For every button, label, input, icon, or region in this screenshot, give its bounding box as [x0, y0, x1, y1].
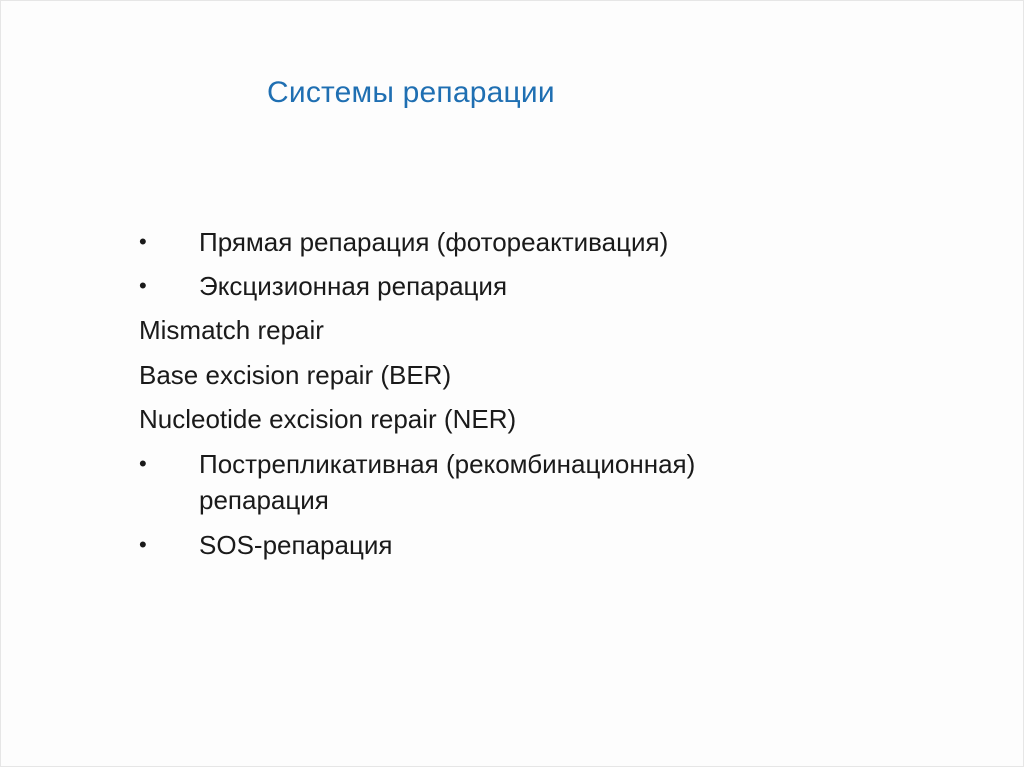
slide-title: Системы репарации [267, 76, 555, 109]
list-item-postreplicative-repair-line1: Пострепликативная (рекомбинационная) [199, 449, 696, 479]
bullet-marker: • [139, 273, 147, 298]
list-item-nucleotide-excision-repair: Nucleotide excision repair (NER) [139, 404, 517, 434]
list-item-mismatch-repair: Mismatch repair [139, 315, 324, 345]
list-item-sos-repair: SOS-репарация [199, 530, 393, 560]
list-item-postreplicative-repair-line2: репарация [199, 485, 329, 515]
bullet-marker: • [139, 451, 147, 476]
bullet-list [1, 1, 1024, 767]
list-item-excision-repair: Эксцизионная репарация [199, 271, 508, 301]
list-item-direct-repair: Прямая репарация (фотореактивация) [199, 227, 669, 257]
bullet-marker: • [139, 532, 147, 557]
list-item-base-excision-repair: Base excision repair (BER) [139, 360, 452, 390]
bullet-marker: • [139, 229, 147, 254]
